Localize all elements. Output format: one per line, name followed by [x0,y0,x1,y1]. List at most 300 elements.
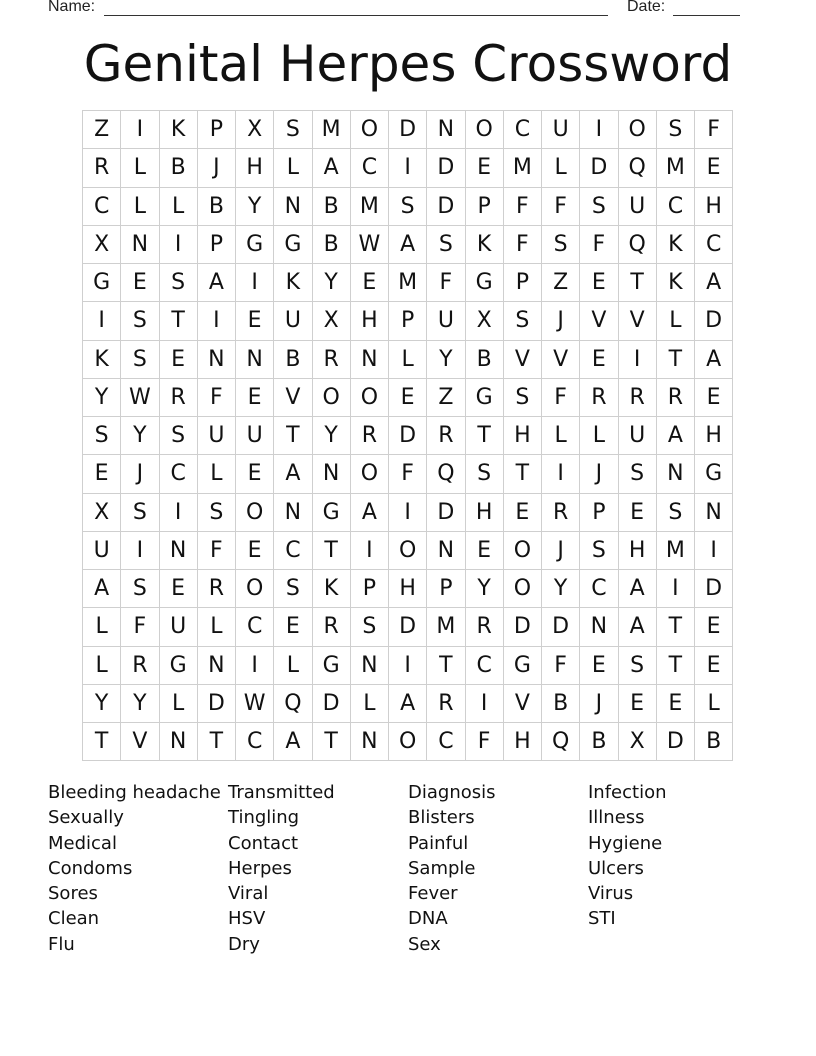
word-column [48,780,228,957]
grid-cell: Y [313,417,351,455]
grid-cell: Y [121,685,159,723]
puzzle-grid [82,110,733,761]
grid-cell: H [466,494,504,532]
grid-cell: P [466,188,504,226]
grid-cell: S [466,455,504,493]
grid-cell: F [542,188,580,226]
grid-cell: O [351,111,389,149]
grid-cell: S [274,570,312,608]
grid-cell: I [389,149,427,187]
grid-cell: Q [619,149,657,187]
word-column [228,780,408,957]
grid-cell: W [351,226,389,264]
grid-cell: D [313,685,351,723]
word-item: STI [588,908,616,930]
grid-cell: E [657,685,695,723]
grid-cell: I [466,685,504,723]
grid-cell: S [121,494,159,532]
grid-cell: F [198,532,236,570]
grid-cell: L [274,647,312,685]
grid-cell: I [695,532,733,570]
grid-cell: H [695,417,733,455]
grid-cell: F [121,608,159,646]
grid-cell: A [619,608,657,646]
grid-cell: G [466,264,504,302]
grid-cell: M [427,608,465,646]
grid-cell: A [657,417,695,455]
grid-cell: R [427,417,465,455]
grid-cell: A [695,264,733,302]
grid-cell: L [160,685,198,723]
name-line [104,15,608,16]
grid-cell: L [542,417,580,455]
grid-cell: T [657,647,695,685]
word-item: Contact [228,832,299,854]
grid-cell: Y [83,379,121,417]
grid-cell: R [160,379,198,417]
grid-cell: P [389,302,427,340]
grid-cell: O [351,379,389,417]
grid-cell: C [351,149,389,187]
word-item: Sexually [48,807,124,829]
grid-cell: O [619,111,657,149]
date-label: Date: [627,0,666,15]
grid-cell: B [198,188,236,226]
grid-cell: S [619,455,657,493]
grid-cell: T [198,723,236,761]
grid-cell: I [389,494,427,532]
word-item: Diagnosis [408,782,496,803]
word-item: Virus [588,883,634,905]
grid-cell: U [160,608,198,646]
grid-cell: I [657,570,695,608]
grid-cell: S [580,188,618,226]
grid-cell: S [198,494,236,532]
grid-cell: F [542,379,580,417]
grid-cell: E [619,494,657,532]
grid-cell: Y [427,341,465,379]
grid-cell: N [121,226,159,264]
grid-cell: O [504,570,542,608]
grid-cell: K [657,226,695,264]
grid-cell: N [351,647,389,685]
grid-cell: S [542,226,580,264]
grid-cell: T [274,417,312,455]
grid-cell: M [351,188,389,226]
grid-cell: E [466,149,504,187]
grid-cell: X [83,226,121,264]
grid-cell: C [274,532,312,570]
word-item: HSV [228,908,266,930]
grid-cell: M [504,149,542,187]
word-item: Medical [48,832,117,854]
grid-cell: S [504,379,542,417]
grid-cell: T [427,647,465,685]
grid-cell: A [619,570,657,608]
grid-cell: S [580,532,618,570]
grid-cell: N [160,532,198,570]
grid-cell: B [274,341,312,379]
grid-cell: E [160,570,198,608]
grid-cell: T [619,264,657,302]
grid-cell: D [389,608,427,646]
grid-cell: L [198,455,236,493]
grid-cell: L [580,417,618,455]
grid-cell: U [427,302,465,340]
word-item: Herpes [228,857,292,879]
grid-cell: V [121,723,159,761]
grid-cell: P [198,111,236,149]
grid-cell: W [236,685,274,723]
grid-cell: F [542,647,580,685]
grid-cell: A [695,341,733,379]
grid-cell: M [657,532,695,570]
grid-cell: S [121,341,159,379]
grid-cell: Q [427,455,465,493]
grid-cell: Y [542,570,580,608]
grid-cell: J [198,149,236,187]
word-item: Sample [408,857,476,879]
grid-cell: N [198,341,236,379]
grid-cell: J [542,302,580,340]
grid-cell: O [389,532,427,570]
grid-cell: P [504,264,542,302]
grid-cell: D [580,149,618,187]
grid-cell: K [274,264,312,302]
word-item: Illness [588,807,645,829]
grid-cell: U [619,188,657,226]
grid-cell: B [580,723,618,761]
grid-cell: F [695,111,733,149]
grid-cell: R [121,647,159,685]
grid-cell: E [160,341,198,379]
grid-cell: S [121,570,159,608]
grid-cell: B [313,226,351,264]
grid-cell: D [504,608,542,646]
grid-cell: I [580,111,618,149]
grid-cell: L [198,608,236,646]
grid-cell: S [274,111,312,149]
grid-cell: D [427,188,465,226]
grid-cell: M [657,149,695,187]
grid-cell: L [695,685,733,723]
word-item: Infection [588,782,667,803]
grid-cell: H [236,149,274,187]
grid-cell: E [236,532,274,570]
grid-cell: U [236,417,274,455]
grid-cell: D [657,723,695,761]
grid-cell: F [466,723,504,761]
header-row [48,0,740,20]
grid-cell: N [313,455,351,493]
word-item: Flu [48,933,75,955]
grid-cell: N [274,188,312,226]
grid-cell: X [313,302,351,340]
grid-cell: A [313,149,351,187]
grid-cell: L [121,188,159,226]
grid-cell: N [657,455,695,493]
grid-cell: V [542,341,580,379]
grid-cell: J [580,455,618,493]
grid-cell: R [619,379,657,417]
grid-cell: V [504,341,542,379]
word-item: Fever [408,883,458,905]
grid-cell: N [580,608,618,646]
grid-cell: I [160,494,198,532]
date-line [673,15,740,16]
grid-cell: D [198,685,236,723]
grid-cell: X [236,111,274,149]
grid-cell: E [695,647,733,685]
word-column [408,780,588,957]
grid-cell: N [236,341,274,379]
grid-cell: U [83,532,121,570]
grid-cell: C [83,188,121,226]
grid-cell: I [198,302,236,340]
grid-cell: T [313,723,351,761]
grid-cell: N [160,723,198,761]
grid-cell: X [466,302,504,340]
grid-cell: S [657,111,695,149]
grid-cell: N [274,494,312,532]
grid-cell: V [274,379,312,417]
grid-cell: G [83,264,121,302]
grid-cell: I [160,226,198,264]
grid-cell: V [504,685,542,723]
grid-cell: G [160,647,198,685]
grid-cell: C [236,723,274,761]
grid-cell: G [695,455,733,493]
word-item: Sex [408,933,441,955]
grid-cell: H [619,532,657,570]
word-item: Viral [228,883,269,905]
grid-cell: B [160,149,198,187]
word-item: Transmitted [228,782,335,803]
grid-cell: O [389,723,427,761]
grid-cell: I [619,341,657,379]
grid-cell: R [351,417,389,455]
grid-cell: Q [542,723,580,761]
grid-cell: T [657,341,695,379]
grid-cell: S [351,608,389,646]
grid-cell: N [427,111,465,149]
grid-cell: V [619,302,657,340]
grid-cell: E [580,264,618,302]
grid-cell: B [466,341,504,379]
grid-cell: E [580,341,618,379]
grid-cell: P [198,226,236,264]
grid-cell: R [83,149,121,187]
grid-cell: S [121,302,159,340]
grid-cell: C [657,188,695,226]
grid-cell: A [198,264,236,302]
grid-cell: O [351,455,389,493]
grid-cell: A [83,570,121,608]
grid-cell: L [542,149,580,187]
word-item: Bleeding headache [48,782,221,803]
grid-cell: E [695,379,733,417]
grid-cell: E [389,379,427,417]
grid-cell: H [351,302,389,340]
grid-cell: L [83,608,121,646]
grid-cell: R [313,608,351,646]
grid-cell: K [313,570,351,608]
grid-cell: C [160,455,198,493]
grid-cell: D [389,111,427,149]
grid-cell: G [313,647,351,685]
grid-cell: U [274,302,312,340]
word-item: Sores [48,883,98,905]
grid-cell: T [83,723,121,761]
grid-cell: E [236,379,274,417]
grid-cell: E [274,608,312,646]
grid-cell: U [619,417,657,455]
grid-cell: P [580,494,618,532]
grid-cell: F [580,226,618,264]
grid-cell: E [236,455,274,493]
word-item: Hygiene [588,832,663,854]
grid-cell: L [83,647,121,685]
name-label: Name: [48,0,96,15]
grid-cell: G [236,226,274,264]
grid-cell: J [121,455,159,493]
grid-cell: E [504,494,542,532]
grid-cell: Y [236,188,274,226]
grid-cell: G [504,647,542,685]
grid-cell: Y [466,570,504,608]
grid-cell: E [121,264,159,302]
grid-cell: I [83,302,121,340]
grid-cell: R [427,685,465,723]
grid-cell: L [160,188,198,226]
grid-cell: R [466,608,504,646]
grid-cell: F [427,264,465,302]
grid-cell: H [695,188,733,226]
grid-cell: R [542,494,580,532]
grid-cell: E [466,532,504,570]
grid-cell: L [121,149,159,187]
grid-cell: H [389,570,427,608]
grid-cell: T [466,417,504,455]
grid-cell: U [542,111,580,149]
grid-cell: N [695,494,733,532]
grid-cell: H [504,417,542,455]
grid-cell: C [580,570,618,608]
grid-cell: K [83,341,121,379]
grid-cell: B [313,188,351,226]
grid-cell: S [657,494,695,532]
grid-cell: C [427,723,465,761]
grid-cell: Q [274,685,312,723]
word-item: Tingling [228,807,300,829]
grid-cell: A [389,226,427,264]
grid-cell: K [466,226,504,264]
grid-cell: P [427,570,465,608]
grid-cell: V [580,302,618,340]
grid-cell: D [389,417,427,455]
grid-cell: C [236,608,274,646]
word-item: Clean [48,908,100,930]
word-list [48,780,768,957]
grid-cell: E [619,685,657,723]
grid-cell: U [198,417,236,455]
grid-cell: D [542,608,580,646]
grid-cell: Y [83,685,121,723]
grid-cell: O [313,379,351,417]
grid-cell: E [236,302,274,340]
grid-cell: L [657,302,695,340]
grid-cell: E [695,608,733,646]
grid-cell: B [695,723,733,761]
grid-cell: O [236,494,274,532]
grid-cell: E [83,455,121,493]
grid-cell: I [351,532,389,570]
grid-cell: S [619,647,657,685]
grid-cell: W [121,379,159,417]
word-column [588,780,768,957]
word-item: DNA [408,908,448,930]
grid-cell: S [83,417,121,455]
grid-cell: T [657,608,695,646]
grid-cell: T [313,532,351,570]
grid-cell: F [504,226,542,264]
grid-cell: I [121,532,159,570]
grid-cell: O [504,532,542,570]
grid-cell: I [236,647,274,685]
grid-cell: K [160,111,198,149]
grid-cell: E [580,647,618,685]
grid-cell: D [427,149,465,187]
grid-cell: F [389,455,427,493]
grid-cell: I [121,111,159,149]
grid-cell: A [389,685,427,723]
grid-cell: R [657,379,695,417]
word-item: Blisters [408,807,475,829]
grid-cell: G [313,494,351,532]
grid-cell: Z [83,111,121,149]
grid-cell: I [236,264,274,302]
grid-cell: S [389,188,427,226]
grid-cell: L [351,685,389,723]
word-item: Ulcers [588,857,644,879]
grid-cell: L [274,149,312,187]
grid-cell: P [351,570,389,608]
grid-cell: A [351,494,389,532]
grid-cell: T [160,302,198,340]
grid-cell: Z [542,264,580,302]
grid-cell: J [580,685,618,723]
grid-cell: B [542,685,580,723]
grid-cell: R [198,570,236,608]
grid-cell: K [657,264,695,302]
grid-cell: Y [313,264,351,302]
grid-cell: E [351,264,389,302]
grid-cell: A [274,723,312,761]
grid-cell: X [619,723,657,761]
grid-cell: D [695,570,733,608]
grid-cell: O [466,111,504,149]
grid-cell: H [504,723,542,761]
grid-cell: I [389,647,427,685]
grid-cell: O [236,570,274,608]
grid-cell: S [504,302,542,340]
grid-cell: E [695,149,733,187]
word-item: Dry [228,933,260,955]
grid-cell: G [274,226,312,264]
grid-cell: R [580,379,618,417]
grid-cell: Y [121,417,159,455]
grid-cell: N [198,647,236,685]
